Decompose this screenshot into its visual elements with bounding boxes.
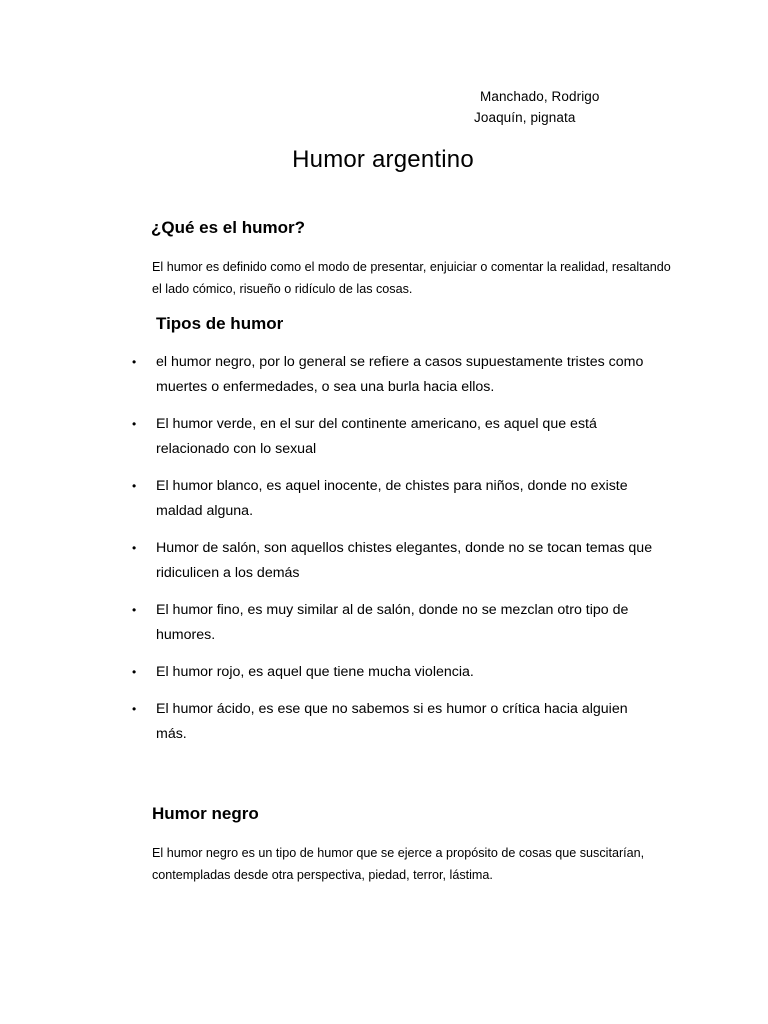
bullet-icon: • (132, 417, 137, 431)
list-item (130, 536, 670, 586)
list-item (130, 474, 670, 524)
humor-types-list (130, 350, 670, 759)
list-item-text: El humor ácido, es ese que no sabemos si es humor o crítica hacia alguien más. (156, 701, 628, 742)
heading-types-of-humor: Tipos de humor (156, 314, 284, 333)
paragraph-humor-negro: El humor negro es un tipo de humor que se ejerce a propósito de cosas que suscitarían, contempladas desde otra perspectiva, piedad, terror, lástima. (152, 846, 645, 882)
list-item (130, 697, 670, 747)
heading-humor-negro: Humor negro (152, 804, 259, 823)
list-item-text: El humor verde, en el sur del continente americano, es aquel que está relacionado con lo sexual (156, 416, 597, 457)
list-item-text: el humor negro, por lo general se refiere a casos supuestamente tristes como muertes o enfermedades, o sea una burla hacia ellos. (156, 354, 644, 395)
list-item-text: El humor blanco, es aquel inocente, de chistes para niños, donde no existe maldad alguna. (156, 478, 628, 519)
list-item-text: El humor fino, es muy similar al de salón, donde no se mezclan otro tipo de humores. (156, 602, 629, 643)
list-item-text: El humor rojo, es aquel que tiene mucha violencia. (156, 664, 474, 680)
bullet-icon: • (132, 603, 137, 617)
list-item-text: Humor de salón, son aquellos chistes elegantes, donde no se tocan temas que ridiculicen a los demás (156, 540, 653, 581)
paragraph-humor-definition: El humor es definido como el modo de presentar, enjuiciar o comentar la realidad, resaltando el lado cómico, risueño o ridículo de las cosas. (152, 260, 671, 296)
bullet-icon: • (132, 355, 137, 369)
author-line-1: Manchado, Rodrigo (480, 89, 600, 104)
list-item (130, 412, 670, 462)
heading-what-is-humor: ¿Qué es el humor? (151, 218, 305, 237)
list-item (130, 598, 670, 648)
author-line-2: Joaquín, pignata (474, 110, 576, 125)
list-item (130, 660, 670, 685)
bullet-icon: • (132, 479, 137, 493)
bullet-icon: • (132, 702, 137, 716)
bullet-icon: • (132, 665, 137, 679)
document-title-text: Humor argentino (292, 146, 474, 173)
document-title (0, 146, 768, 174)
bullet-icon: • (132, 541, 137, 555)
list-item (130, 350, 670, 400)
